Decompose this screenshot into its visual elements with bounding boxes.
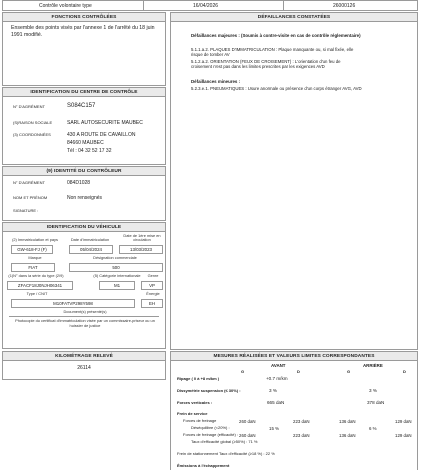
energy-label: Énergie: [146, 291, 160, 296]
efficiency-rl: 136 daN: [339, 433, 356, 438]
controller-title: (9) IDENTITÉ DU CONTRÔLEUR: [3, 167, 165, 176]
suspension-rear: 3 %: [369, 388, 377, 393]
report-number: 26000126: [333, 3, 356, 9]
brake-forces-label: Forces de freinage: [183, 418, 217, 423]
centre-approval-label: N° D'AGRÉMENT: [13, 104, 45, 109]
registration-date-value: 05/04/2024: [69, 245, 113, 254]
defects-title: DÉFAILLANCES CONSTATÉES: [171, 13, 417, 22]
type-value: M10FATVP298Y598: [11, 299, 135, 308]
registration-date-label: Date d'immatriculation: [70, 237, 110, 242]
brake-force-rr: 129 daN: [395, 419, 412, 424]
controlled-functions-panel: [2, 12, 166, 86]
vertical-forces-rear: 378 daN: [367, 400, 385, 405]
efficiency-forces-label: Forces de freinage (efficacité) :: [183, 432, 239, 437]
centre-name-label: (S)RAISON SOCIALE: [13, 120, 53, 125]
controller-name-value: Non renseignés: [67, 195, 103, 201]
first-circulation-label: Date de 1ère mise en circulation: [123, 233, 161, 243]
plate-value: GW-618-FJ (F): [11, 245, 53, 254]
parallelism-value: +0.7 m/km: [266, 376, 288, 381]
major-defects-heading: Défaillances majeures : (Soumis à contre-visite en cas de contrôle réglementaire): [191, 33, 361, 38]
controller-signature-label: SIGNATURE :: [13, 208, 39, 213]
rear-heading: ARRIÈRE: [363, 363, 383, 368]
suspension-front: 3 %: [269, 388, 277, 393]
defects-panel: [170, 12, 418, 350]
controlled-functions-text: Ensemble des points visés par l'annexe 1 de l'arrêté du 18 juin 1991 modifié.: [11, 25, 155, 38]
front-left-col: G: [241, 369, 245, 374]
centre-address-label: (3) COORDONNÉES: [13, 132, 51, 137]
mileage-value: 26114: [77, 365, 91, 371]
genre-label: Genre: [147, 273, 159, 278]
centre-approval-value: S084C157: [67, 103, 96, 109]
mileage-title: KILOMÉTRAGE RELEVÉ: [3, 352, 165, 361]
vin-label: (1)N° dans la série du type (2/9): [8, 273, 64, 278]
centre-address-line1: 430 A ROUTE DE CAVAILLON: [67, 132, 136, 138]
efficiency-fl: 260 daN: [239, 433, 256, 438]
imbalance-label: Déséquilibre (<20%) :: [191, 425, 230, 430]
vehicle-panel: [2, 222, 166, 349]
control-type: Contrôle volontaire type: [39, 3, 92, 9]
front-heading: AVANT: [271, 363, 286, 368]
efficiency-fr: 223 daN: [293, 433, 310, 438]
category-value: M1: [99, 281, 135, 290]
major-defect-item: 5.1.2.a.2. ORIENTATION (FEUX DE CROISEMENT) : L'orientation d'un feu de croisement n'est pas dans les limites prescrites par les exigences AVD: [191, 59, 341, 70]
major-defect-item: 5.1.1.a.2. PLAQUES D'IMMATRICULATION : Plaque manquante ou, si mal fixée, elle risque de tomber AV: [191, 47, 354, 58]
mileage-panel: [2, 351, 166, 380]
parking-brake: Frein de stationnement Taux d'efficacité (≥18 %) : 22 %: [177, 451, 275, 456]
minor-defect-item: 5.2.3.e.1. PNEUMATIQUES : Usure anormale ou présence d'un corps étranger AVG, AVD: [191, 86, 362, 91]
front-right-col: D: [297, 369, 300, 374]
suspension-label: Dissymétrie suspension (≤ 30%) :: [177, 388, 241, 393]
brand-label: Marque: [28, 255, 42, 260]
commercial-value: 500: [69, 263, 163, 272]
plate-label: (2) Immatriculation et pays: [12, 237, 58, 242]
genre-value: VP: [141, 281, 163, 290]
controller-panel: [2, 166, 166, 221]
brake-force-rl: 136 daN: [339, 419, 356, 424]
rear-left-col: G: [347, 369, 351, 374]
centre-phone: Tél : 04 32 52 17 32: [67, 148, 112, 154]
vertical-forces-label: Forces verticales :: [177, 400, 213, 405]
controller-approval-label: N° D'AGRÉMENT: [13, 180, 45, 185]
service-brake-label: Frein de service: [177, 411, 208, 416]
imbalance-rear: 6 %: [369, 426, 377, 431]
vehicle-title: IDENTIFICATION DU VÉHICULE: [3, 223, 165, 232]
controller-name-label: NOM ET PRÉNOM: [13, 195, 48, 200]
commercial-label: Désignation commerciale: [93, 255, 137, 260]
energy-value: EH: [141, 299, 163, 308]
efficiency-rr: 129 daN: [395, 433, 412, 438]
first-circulation-value: 13/03/2023: [119, 245, 163, 254]
minor-defects-heading: Défaillances mineures :: [191, 79, 241, 84]
brake-force-fl: 260 daN: [239, 419, 256, 424]
global-efficiency: Taux d'efficacité global (≥50%) : 71 %: [191, 439, 258, 444]
report-date: 16/04/2026: [193, 3, 219, 9]
documents-note: Photocopie du certificat d'immatriculation visée par un commissaire-priseur ou un huissier de justice: [15, 318, 155, 328]
documents-label: Document(s) présenté(s): [63, 309, 107, 314]
emissions-label: Émissions à l'échappement: [177, 463, 230, 468]
centre-address-line2: 84660 MAUBEC: [67, 140, 104, 146]
controller-approval-value: 084D1028: [67, 180, 91, 186]
brake-force-fr: 223 daN: [293, 419, 310, 424]
vertical-forces-front: 665 daN: [267, 400, 285, 405]
type-label: Type / CNIT: [26, 291, 48, 296]
parallelism-label: Ripage ( 0 à +8 m/km ): [177, 376, 220, 381]
brand-value: FIAT: [11, 263, 55, 272]
vin-value: ZFACF18J0NJH06341: [7, 281, 73, 290]
top-bar: [2, 0, 418, 11]
centre-name-value: SARL AUTOSECURITE MAUBEC: [67, 120, 143, 126]
controlled-functions-title: FONCTIONS CONTRÔLÉES: [3, 13, 165, 22]
measurements-title: MESURES RÉALISÉES ET VALEURS LIMITES CORRESPONDANTES: [171, 352, 417, 361]
control-centre-title: IDENTIFICATION DU CENTRE DE CONTRÔLE: [3, 88, 165, 97]
rear-right-col: D: [403, 369, 406, 374]
imbalance-front: 15 %: [269, 426, 280, 431]
measurements-panel: [170, 351, 418, 470]
category-label: (5) Catégorie internationale: [93, 273, 141, 278]
control-centre-panel: [2, 87, 166, 165]
